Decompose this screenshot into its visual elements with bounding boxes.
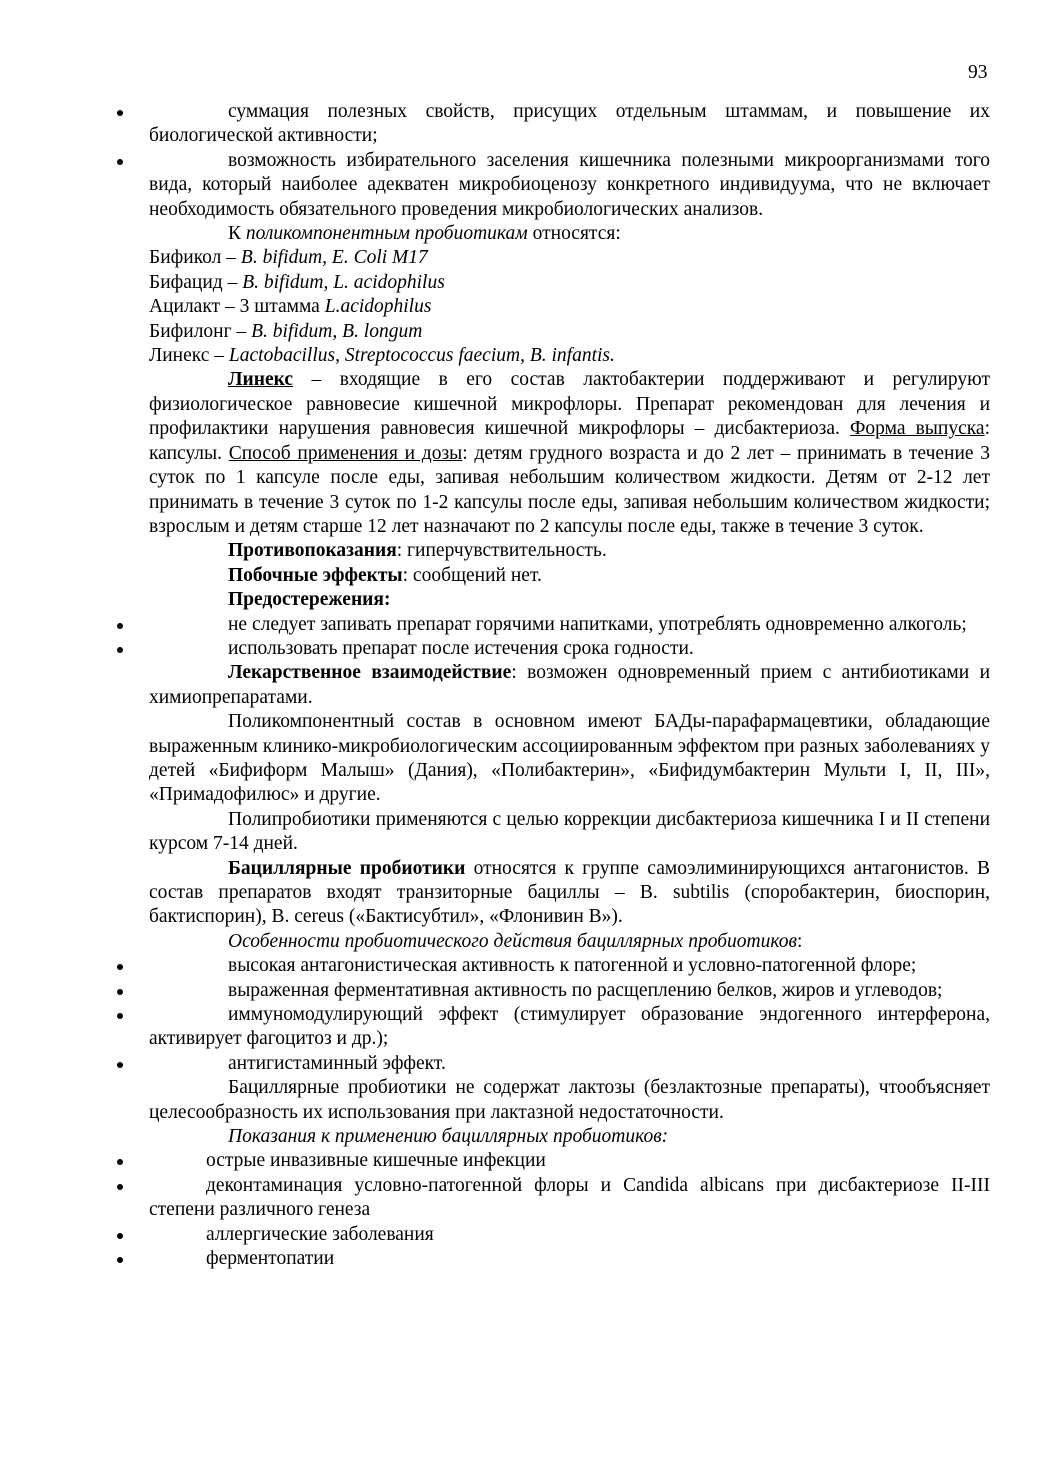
form-label: Форма выпуска — [850, 418, 985, 440]
drug-line: Бификол – B. bifidum, E. Coli M17 — [149, 247, 428, 269]
linex-title: Линекс — [228, 369, 294, 391]
list-item: аллергические заболевания — [149, 1223, 990, 1247]
drug-line: Линекс – Lactobacillus, Streptococcus faecium, B. infantis. — [149, 345, 615, 367]
list-item: антигистаминный эффект. — [149, 1052, 990, 1076]
list-item: не следует запивать препарат горячими напитками, употреблять одновременно алкоголь; — [149, 613, 990, 637]
list-item: ферментопатии — [149, 1247, 990, 1271]
list-item: острые инвазивные кишечные инфекции — [149, 1149, 990, 1173]
intro-term: поликомпонентным пробиотикам — [245, 223, 528, 245]
dose-label: Способ применения и дозы — [228, 442, 463, 464]
list-item: использовать препарат после истечения срока годности. — [149, 637, 990, 661]
contraindications: Противопоказания: гиперчувствительность. — [228, 540, 607, 562]
list-item: деконтаминация условно-патогенной флоры и Candida albicans при дисбактериозе II-III степени различного генеза — [149, 1174, 990, 1223]
list-item: суммация полезных свойств, присущих отдельным штаммам, и повышение их биологической активности; — [149, 100, 990, 149]
drug-line: Бифилонг – B. bifidum, B. longum — [149, 320, 423, 342]
side-effects: Побочные эффекты: сообщений нет. — [228, 564, 542, 586]
precautions-heading: Предостережения: — [228, 589, 391, 611]
list-item: возможность избирательного заселения кишечника полезными микроорганизмами того вида, который наиболее адекватен микробиоценозу конкретного индивидуума, что не включает необходимость обязательного проведения микробиологических анализов. — [149, 149, 990, 222]
poly-paragraph: Поликомпонентный состав в основном имеют БАДы-парафармацевтики, обладающие выраженным клинико-микробиологическим ассоциированным эффектом при разных заболеваниях у детей «Бифиформ Малыш» (Дания), «Полибактерин», «Бифидумбактерин Мульти I, II, III», «Примадофилюс» и другие. — [149, 711, 990, 806]
intro-paragraph: К поликомпонентным пробиотикам относятся: — [228, 223, 621, 245]
list-item: высокая антагонистическая активность к патогенной и условно-патогенной флоре; — [149, 954, 990, 978]
interaction-paragraph: Лекарственное взаимодействие: возможен одновременный прием с антибиотиками и химиопрепаратами. — [149, 662, 991, 708]
list-item: иммуномодулирующий эффект (стимулирует образование эндогенного интерферона, активирует фагоцитоз и др.); — [149, 1003, 990, 1052]
drug-line: Ацилакт – 3 штамма L.acidophilus — [149, 296, 432, 318]
indications-heading: Показания к применению бациллярных пробиотиков: — [228, 1126, 669, 1148]
lactose-paragraph: Бациллярные пробиотики не содержат лактозы (безлактозные препараты), чтообъясняет целесообразность их использования при лактазной недостаточности. — [149, 1077, 990, 1123]
document-body — [149, 100, 990, 1272]
bacillary-paragraph: Бациллярные пробиотики относятся к группе самоэлиминирующихся антагонистов. В состав препаратов входят транзиторные бациллы – B. subtilis (споробактерин, биоспорин, бактиспорин), B. cereus («Бактисубтил», «Флонивин B»). — [149, 857, 990, 928]
linex-paragraph: Линекс – входящие в его состав лактобактерии поддерживают и регулируют физиологическое равновесие кишечной микрофлоры. Препарат рекомендован для лечения и профилактики нарушения равновесия кишечной микрофлоры – дисбактериоза. Форма выпуска: капсулы. Способ применения и дозы: детям грудного возраста и до 2 лет – принимать в течение 3 суток по 1 капсуле после еды, запивая небольшим количеством жидкости. Детям от 2-12 лет принимать в течение 3 суток по 1-2 капсулы после еды, запивая небольшим количеством жидкости; взрослым и детям старше 12 лет назначают по 2 капсулы после еды, также в течение 3 суток. — [149, 369, 991, 537]
polipro-paragraph: Полипробиотики применяются с целью коррекции дисбактериоза кишечника I и II степени курсом 7-14 дней. — [149, 808, 990, 855]
page-number: 93 — [968, 62, 988, 83]
drug-line: Бифацид – B. bifidum, L. acidophilus — [149, 271, 445, 293]
features-heading: Особенности пробиотического действия бациллярных пробиотиков: — [228, 930, 803, 952]
list-item: выраженная ферментативная активность по расщеплению белков, жиров и углеводов; — [149, 979, 990, 1003]
